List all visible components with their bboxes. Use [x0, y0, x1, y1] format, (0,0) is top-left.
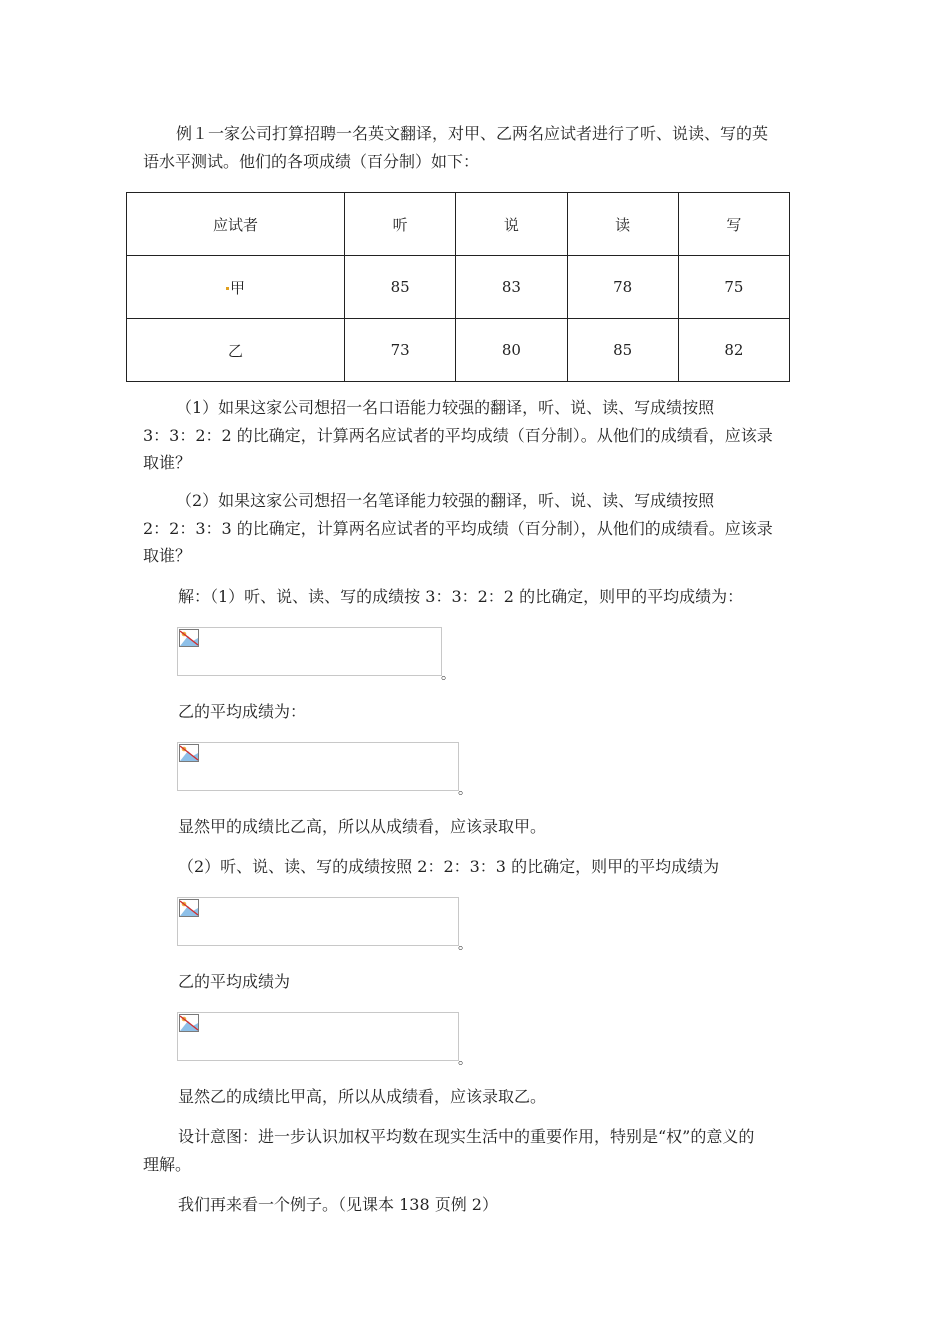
broken-image-icon: [179, 744, 199, 762]
table-row: [127, 256, 790, 319]
table-header-cell: 写: [678, 193, 789, 256]
solution-conclusion1: 显然甲的成绩比乙高，所以从成绩看，应该录取甲。: [178, 817, 547, 836]
table-cell: 82: [678, 319, 789, 382]
solution-part1: 解：（1）听、说、读、写的成绩按 3：3：2：2 的比确定，则甲的平均成绩为：: [178, 587, 744, 606]
table-cell: 78: [567, 256, 678, 319]
example-intro-line2: 语水平测试。他们的各项成绩（百分制）如下：: [143, 152, 480, 171]
period-mark: 。: [458, 782, 472, 798]
broken-image-icon: [179, 1014, 199, 1032]
question2-line1: （2）如果这家公司想招一名笔译能力较强的翻译，听、说、读、写成绩按照: [176, 491, 715, 510]
scores-table: [126, 192, 790, 382]
formula-image-placeholder: [177, 742, 459, 791]
broken-image-icon: [179, 899, 199, 917]
table-header-cell: 读: [567, 193, 678, 256]
solution-b-average-label: 乙的平均成绩为：: [178, 702, 307, 721]
applicant-name: 甲: [229, 278, 245, 297]
period-mark: 。: [458, 937, 472, 953]
marker-dot-icon: [226, 287, 229, 290]
table-cell: 85: [345, 256, 456, 319]
solution-b-average-label-2: 乙的平均成绩为: [178, 972, 291, 991]
question2-line3: 取谁？: [143, 546, 192, 565]
question1-line2: 3：3：2：2 的比确定，计算两名应试者的平均成绩（百分制）。从他们的成绩看，应该录: [143, 426, 773, 445]
table-cell: 75: [678, 256, 789, 319]
example-intro-line1: 例１一家公司打算招聘一名英文翻译，对甲、乙两名应试者进行了听、说读、写的英: [176, 124, 769, 143]
design-intent-line2: 理解。: [143, 1155, 192, 1174]
table-cell: 83: [456, 256, 567, 319]
table-header-cell: 说: [456, 193, 567, 256]
table-cell: 73: [345, 319, 456, 382]
solution-part2: （2）听、说、读、写的成绩按照 2：2：3：3 的比确定，则甲的平均成绩为: [178, 857, 720, 876]
question1-line3: 取谁？: [143, 453, 192, 472]
period-mark: 。: [458, 1052, 472, 1068]
formula-image-placeholder: [177, 627, 442, 676]
table-cell: 80: [456, 319, 567, 382]
table-header-cell: 应试者: [127, 193, 345, 256]
period-mark: 。: [441, 667, 455, 683]
broken-image-icon: [179, 629, 199, 647]
formula-image-placeholder: [177, 897, 459, 946]
design-intent-line1: 设计意图：进一步认识加权平均数在现实生活中的重要作用，特别是“权”的意义的: [178, 1127, 755, 1146]
solution-conclusion2: 显然乙的成绩比甲高，所以从成绩看，应该录取乙。: [178, 1087, 547, 1106]
table-row: [127, 319, 790, 382]
formula-image-placeholder: [177, 1012, 459, 1061]
table-header-row: [127, 193, 790, 256]
question2-line2: 2：2：3：3 的比确定，计算两名应试者的平均成绩（百分制），从他们的成绩看。应该录: [143, 519, 773, 538]
closing-line: 我们再来看一个例子。（见课本 138 页例 2）: [178, 1195, 498, 1214]
table-cell-name: [127, 256, 345, 319]
table-cell: 85: [567, 319, 678, 382]
table-cell-name: 乙: [127, 319, 345, 382]
question1-line1: （1）如果这家公司想招一名口语能力较强的翻译，听、说、读、写成绩按照: [176, 398, 715, 417]
table-header-cell: 听: [345, 193, 456, 256]
